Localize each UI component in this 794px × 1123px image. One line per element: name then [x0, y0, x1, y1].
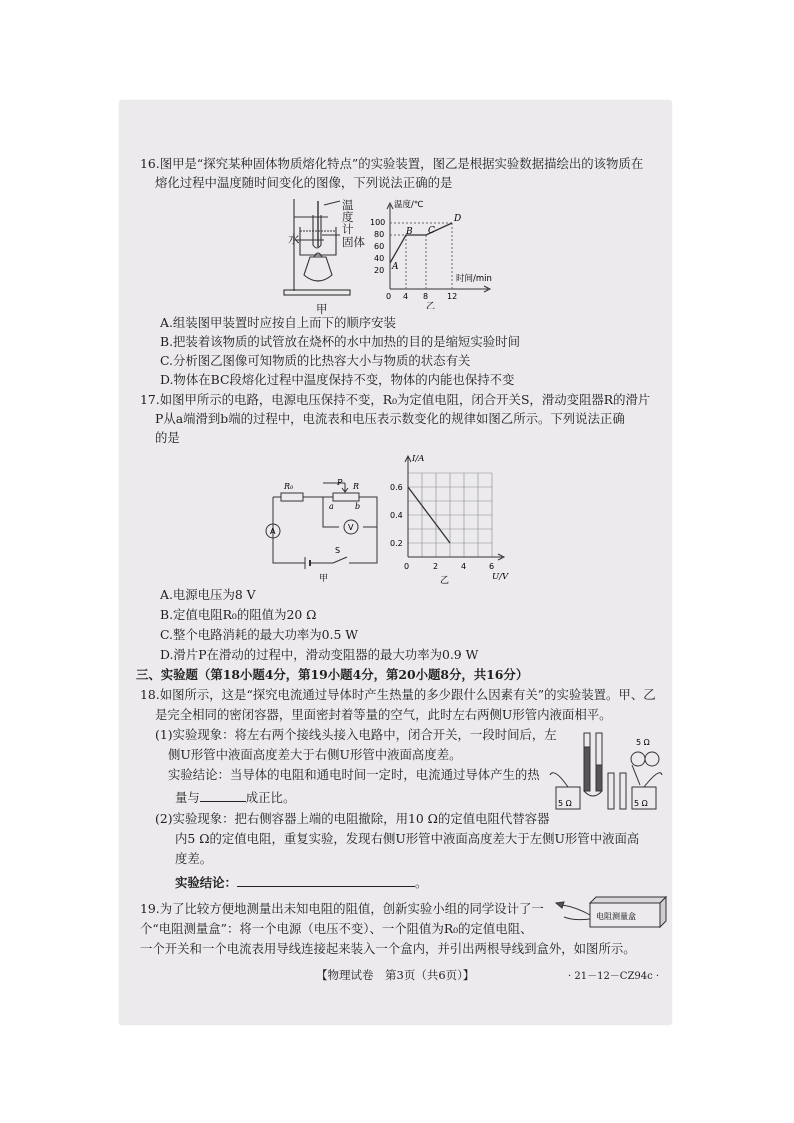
q18-part1-text-a: 量与	[175, 790, 200, 805]
y-tick-40: 40	[374, 254, 385, 263]
q16-option-c: C.分析图乙图像可知物质的比热容大小与物质的状态有关	[160, 353, 471, 368]
end-a-label: a	[329, 502, 334, 511]
switch-blade	[333, 557, 347, 563]
y-axis-label: 温度/℃	[394, 200, 424, 210]
rheostat-r-label: R	[353, 482, 360, 491]
section-3-heading: 三、实验题（第18小题4分，第19小题4分，第20小题8分，共16分）	[136, 667, 529, 682]
q18-part1-line2: 侧U形管中液面高度差大于右侧U形管中液面高度差。	[168, 747, 462, 762]
exam-page	[120, 101, 671, 1024]
q17-option-a: A.电源电压为8 V	[160, 587, 256, 602]
q18-part2-line4	[175, 874, 427, 891]
y-tick-0.2: 0.2	[390, 539, 403, 548]
q19-stem-line3: 一个开关和一个电流表用导线连接起来装入一个盒内，并引出两根导线到盒外，如图所示。	[140, 941, 636, 956]
q16-option-a: A.组装图甲装置时应按自上而下的顺序安装	[160, 315, 396, 330]
u-tube-right-arm-1	[608, 773, 614, 809]
x-tick-8: 8	[423, 292, 429, 301]
x-axis-label: 时间/min	[456, 274, 492, 284]
point-c-label: C	[428, 226, 435, 236]
x-tick-12: 12	[447, 292, 458, 301]
x-tick-2: 2	[433, 562, 439, 571]
q16-option-d: D.物体在BC段熔化过程中温度保持不变，物体的内能也保持不变	[160, 372, 515, 387]
q16-apparatus-figure	[280, 195, 370, 307]
q17-stem-line2: P从a端滑到b端的过程中，电流表和电压表示数变化的规律如图乙所示。下列说法正确	[155, 411, 625, 426]
y-tick-100: 100	[370, 218, 386, 227]
q16-temperature-graph	[370, 197, 510, 309]
fig-b-caption: 乙	[426, 302, 436, 309]
q16-stem-line2: 熔化过程中温度随时间变化的图像，下列说法正确的是	[155, 175, 453, 190]
left-resistor-label: 5 Ω	[558, 799, 572, 808]
point-a-label: A	[392, 262, 399, 272]
fig-a-label-ji: 计	[342, 222, 354, 236]
u-tube-right-arm-2	[620, 773, 626, 809]
fig-a-label-temp: 温	[342, 198, 354, 212]
graph-caption: 乙	[440, 576, 450, 586]
r0-resistor	[281, 493, 303, 501]
q17-stem-line3: 的是	[155, 430, 180, 445]
footer-code: · 21－12－CZ94c ·	[568, 971, 660, 982]
q18-part2-line1: (2)实验现象：把右侧容器上端的电阻撤除，用10 Ω的定值电阻代替容器	[155, 811, 550, 826]
y-tick-60: 60	[374, 242, 385, 251]
q18-apparatus-figure	[544, 727, 666, 815]
x-tick-4: 4	[403, 292, 409, 301]
q17-circuit-figure	[263, 475, 381, 587]
y-tick-20: 20	[374, 266, 385, 275]
fig-a-label-solid: 固体	[342, 235, 365, 249]
q18-part2-line2: 内5 Ω的定值电阻，重复实验，发现右侧U形管中液面高度差大于左侧U形管中液面高	[175, 831, 640, 846]
q18-answer-blank-1[interactable]	[200, 789, 246, 802]
q18-answer-blank-2[interactable]	[237, 874, 415, 887]
switch-label: S	[335, 546, 341, 555]
q18-stem-line2: 是完全相同的密闭容器，里面密封着等量的空气，此时左右两侧U形管内液面相平。	[155, 707, 612, 722]
q17-option-d: D.滑片P在滑动的过程中，滑动变阻器的最大功率为0.9 W	[160, 647, 479, 662]
x-axis-label: U/V	[492, 572, 509, 582]
q18-part1-line1: (1)实验现象：将左右两个接线头接入电路中，闭合开关，一段时间后，左	[155, 727, 557, 742]
fig-a-caption: 甲	[316, 302, 328, 316]
right-resistor-label: 5 Ω	[634, 799, 648, 808]
x-tick-0: 0	[386, 292, 392, 301]
fig-a-label-du: 度	[342, 210, 354, 224]
voltmeter-label: V	[348, 523, 354, 532]
q18-stem-line1: 18.如图所示，这是“探究电流通过导体时产生热量的多少跟什么因素有关”的实验装置。甲、乙	[140, 687, 656, 702]
q18-part2-period: 。	[414, 875, 428, 890]
point-d-label: D	[454, 214, 462, 224]
q19-stem-line2: 个“电阻测量盒”：将一个电源（电压不变）、一个阻值为R₀的定值电阻、	[140, 921, 533, 936]
x-tick-6: 6	[489, 562, 495, 571]
y-tick-0.4: 0.4	[390, 511, 403, 520]
box-label: 电阻测量盒	[596, 912, 636, 921]
y-axis-label: I/A	[412, 454, 425, 464]
q18-part2-conclusion-label: 实验结论：	[175, 875, 237, 890]
alcohol-lamp	[304, 257, 332, 281]
q16-option-b: B.把装着该物质的试管放在烧杯的水中加热的目的是缩短实验时间	[160, 334, 520, 349]
point-b-label: B	[406, 227, 413, 237]
end-b-label: b	[355, 502, 361, 511]
top-resistor-label: 5 Ω	[636, 738, 650, 747]
q18-part1-line3: 实验结论：当导体的电阻和通电时间一定时，电流通过导体产生的热	[168, 767, 540, 782]
r0-label: R₀	[284, 482, 294, 491]
ammeter-label: A	[270, 527, 276, 536]
q18-part1-line4	[175, 789, 295, 806]
x-tick-0: 0	[404, 562, 410, 571]
slider-p-label: P	[337, 478, 343, 487]
y-tick-0.6: 0.6	[390, 483, 403, 492]
q18-part1-text-b: 成正比。	[245, 790, 296, 805]
melting-curve	[390, 223, 452, 263]
q17-option-b: B.定值电阻R₀的阻值为20 Ω	[160, 607, 317, 622]
q18-part2-line3: 度差。	[175, 851, 213, 866]
q16-stem-line1: 16.图甲是“探究某种固体物质熔化特点”的实验装置，图乙是根据实验数据描绘出的该物质在	[140, 156, 644, 171]
q17-option-c: C.整个电路消耗的最大功率为0.5 W	[160, 627, 359, 642]
circuit-caption: 甲	[319, 574, 329, 584]
q19-resistance-box-figure	[550, 893, 668, 935]
x-tick-4: 4	[461, 562, 467, 571]
y-tick-80: 80	[374, 230, 385, 239]
fig-a-label-water: 水	[288, 232, 300, 246]
rheostat	[333, 493, 359, 501]
q17-iu-graph	[390, 451, 512, 591]
footer-page-info: 【物理试卷 第3页（共6页）】	[316, 968, 475, 982]
q17-stem-line1: 17.如图甲所示的电路，电源电压保持不变，R₀为定值电阻，闭合开关S，滑动变阻器R的滑片	[140, 392, 651, 407]
q19-stem-line1: 19.为了比较方便地测量出未知电阻的阻值，创新实验小组的同学设计了一	[140, 901, 544, 916]
